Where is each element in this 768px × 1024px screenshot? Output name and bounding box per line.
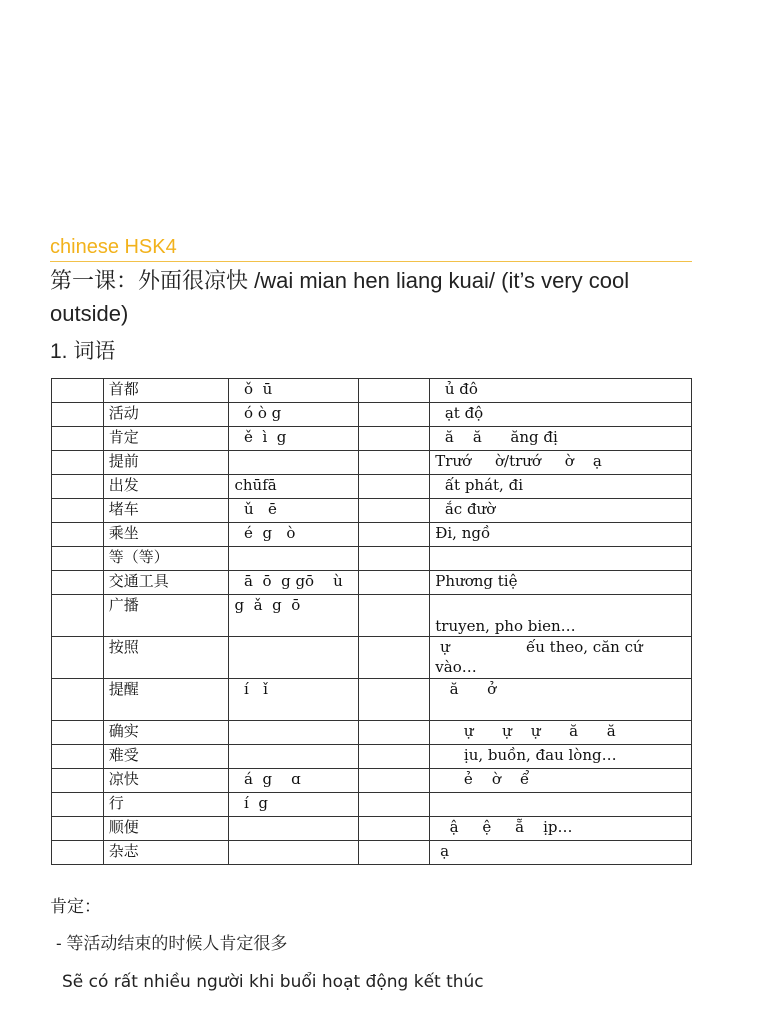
- pinyin-cell: ǒ ū: [229, 379, 359, 403]
- word-type-cell: [359, 793, 430, 817]
- word-type-cell: [359, 427, 430, 451]
- word-cell: 交通工具: [103, 571, 229, 595]
- row-number-cell: [52, 451, 104, 475]
- pinyin-cell: chūfā: [229, 475, 359, 499]
- meaning-cell: ă ở: [430, 679, 692, 721]
- table-row: [52, 571, 692, 595]
- meaning-cell: [430, 547, 692, 571]
- pinyin-cell: í ǐ: [229, 679, 359, 721]
- word-cell: 提醒: [103, 679, 229, 721]
- row-number-cell: [52, 595, 104, 637]
- pinyin-cell: [229, 817, 359, 841]
- pinyin-cell: [229, 841, 359, 865]
- meaning-cell: Phương tiệ: [430, 571, 692, 595]
- pinyin-cell: é g ò: [229, 523, 359, 547]
- row-number-cell: [52, 793, 104, 817]
- word-type-cell: [359, 679, 430, 721]
- document-header: [50, 233, 692, 262]
- word-cell: 顺便: [103, 817, 229, 841]
- table-row: [52, 637, 692, 679]
- pinyin-cell: á g ɑ: [229, 769, 359, 793]
- row-number-cell: [52, 745, 104, 769]
- row-number-cell: [52, 721, 104, 745]
- row-number-cell: [52, 475, 104, 499]
- row-number-cell: [52, 841, 104, 865]
- word-type-cell: [359, 637, 430, 679]
- word-type-cell: [359, 379, 430, 403]
- row-number-cell: [52, 679, 104, 721]
- word-cell: 活动: [103, 403, 229, 427]
- row-number-cell: [52, 427, 104, 451]
- meaning-cell: Đi, ngồ: [430, 523, 692, 547]
- pinyin-cell: [229, 451, 359, 475]
- table-row: [52, 721, 692, 745]
- word-type-cell: [359, 475, 430, 499]
- row-number-cell: [52, 547, 104, 571]
- row-number-cell: [52, 499, 104, 523]
- word-cell: 堵车: [103, 499, 229, 523]
- word-cell: 凉快: [103, 769, 229, 793]
- meaning-cell: ự ếu theo, căn cứ vào…: [430, 637, 692, 679]
- pinyin-cell: ā ō g gō ù: [229, 571, 359, 595]
- word-type-cell: [359, 523, 430, 547]
- word-cell: 难受: [103, 745, 229, 769]
- word-type-cell: [359, 547, 430, 571]
- word-type-cell: [359, 451, 430, 475]
- lesson-title: 第一课：外面很凉快 /wai mian hen liang kuai/ (it’s very cool outside): [50, 268, 630, 326]
- row-number-cell: [52, 523, 104, 547]
- note-translation: Sẽ có rất nhiều người khi buổi hoạt động kết thúc: [62, 972, 484, 992]
- meaning-cell: truyen, pho bien…: [430, 595, 692, 637]
- word-type-cell: [359, 841, 430, 865]
- row-number-cell: [52, 571, 104, 595]
- word-cell: 首都: [103, 379, 229, 403]
- table-row: [52, 403, 692, 427]
- table-row: [52, 679, 692, 721]
- word-cell: 广播: [103, 595, 229, 637]
- row-number-cell: [52, 379, 104, 403]
- pinyin-cell: í g: [229, 793, 359, 817]
- pinyin-cell: ǔ ē: [229, 499, 359, 523]
- word-cell: 杂志: [103, 841, 229, 865]
- table-row: [52, 427, 692, 451]
- word-type-cell: [359, 499, 430, 523]
- word-type-cell: [359, 571, 430, 595]
- table-row: [52, 817, 692, 841]
- vocabulary-table: [51, 378, 692, 865]
- word-type-cell: [359, 403, 430, 427]
- table-row: [52, 595, 692, 637]
- table-row: [52, 841, 692, 865]
- meaning-cell: [430, 793, 692, 817]
- pinyin-cell: g ǎ g ō: [229, 595, 359, 637]
- row-number-cell: [52, 769, 104, 793]
- pinyin-cell: ě ì g: [229, 427, 359, 451]
- word-type-cell: [359, 745, 430, 769]
- meaning-cell: ịu, buồn, đau lòng…: [430, 745, 692, 769]
- word-type-cell: [359, 769, 430, 793]
- table-row: [52, 745, 692, 769]
- meaning-cell: ắc đườ: [430, 499, 692, 523]
- meaning-cell: ạt độ: [430, 403, 692, 427]
- word-cell: 确实: [103, 721, 229, 745]
- table-row: [52, 475, 692, 499]
- table-row: [52, 769, 692, 793]
- table-row: [52, 499, 692, 523]
- word-type-cell: [359, 721, 430, 745]
- word-cell: 等（等）: [103, 547, 229, 571]
- row-number-cell: [52, 817, 104, 841]
- meaning-cell: Trướ ờ/trướ ờ ạ: [430, 451, 692, 475]
- section-label: 1. 词语: [50, 340, 116, 363]
- meaning-cell: ạ: [430, 841, 692, 865]
- word-cell: 行: [103, 793, 229, 817]
- table-row: [52, 793, 692, 817]
- meaning-cell: ậ ệ ẵ ịp…: [430, 817, 692, 841]
- row-number-cell: [52, 403, 104, 427]
- word-cell: 肯定: [103, 427, 229, 451]
- pinyin-cell: [229, 547, 359, 571]
- meaning-cell: ự ự ự ă ă: [430, 721, 692, 745]
- row-number-cell: [52, 637, 104, 679]
- table-row: [52, 379, 692, 403]
- table-row: [52, 547, 692, 571]
- meaning-cell: ủ đô: [430, 379, 692, 403]
- note-example-sentence: - 等活动结束的时候人肯定很多: [56, 934, 288, 953]
- table-row: [52, 523, 692, 547]
- pinyin-cell: [229, 721, 359, 745]
- meaning-cell: ă ă ăng đị: [430, 427, 692, 451]
- word-type-cell: [359, 595, 430, 637]
- meaning-cell: ẻ ờ ể: [430, 769, 692, 793]
- vocabulary-table-body: [52, 379, 692, 865]
- notes-heading: 肯定：: [50, 897, 101, 916]
- pinyin-cell: [229, 637, 359, 679]
- pinyin-cell: ó ò g: [229, 403, 359, 427]
- pinyin-cell: [229, 745, 359, 769]
- word-type-cell: [359, 817, 430, 841]
- word-cell: 出发: [103, 475, 229, 499]
- word-cell: 按照: [103, 637, 229, 679]
- word-cell: 提前: [103, 451, 229, 475]
- header-title: chinese HSK4: [50, 236, 177, 258]
- table-row: [52, 451, 692, 475]
- meaning-cell: ất phát, đi: [430, 475, 692, 499]
- word-cell: 乘坐: [103, 523, 229, 547]
